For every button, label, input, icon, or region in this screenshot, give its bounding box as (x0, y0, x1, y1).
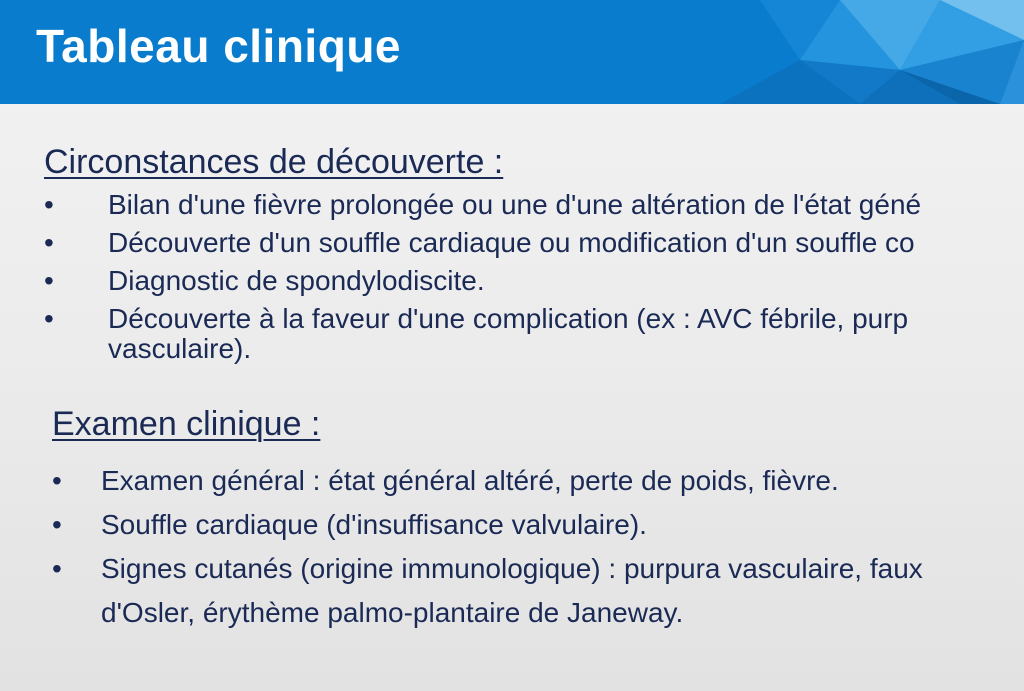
list-item (44, 262, 1024, 300)
list-item (52, 503, 1024, 547)
item-text-continuation: vasculaire). (108, 333, 252, 364)
item-text: Découverte à la faveur d'une complication (ex : AVC fébrile, purp (108, 303, 909, 334)
list-item (52, 547, 1024, 635)
bullet-icon: • (44, 303, 54, 334)
bullet-icon: • (44, 227, 54, 258)
item-text: Souffle cardiaque (d'insuffisance valvulaire). (101, 509, 647, 540)
list-item (44, 186, 1024, 224)
title-bar (0, 0, 1024, 104)
bullet-icon: • (52, 509, 62, 540)
section-heading: Examen clinique : (52, 405, 321, 443)
item-text: Découverte d'un souffle cardiaque ou modification d'un souffle co (108, 227, 915, 258)
item-text: Signes cutanés (origine immunologique) : purpura vasculaire, faux (101, 553, 923, 584)
section-heading: Circonstances de découverte : (44, 143, 504, 181)
bullet-icon: • (44, 265, 54, 296)
bullet-icon: • (52, 465, 62, 496)
list-item (44, 224, 1024, 262)
item-text-continuation: d'Osler, érythème palmo-plantaire de Janeway. (101, 597, 684, 628)
bullet-list (44, 186, 1024, 368)
bullet-icon: • (52, 553, 62, 584)
item-text: Examen général : état général altéré, perte de poids, fièvre. (101, 465, 839, 496)
list-item (52, 459, 1024, 503)
bullet-list (52, 459, 1024, 635)
bullet-icon: • (44, 189, 54, 220)
list-item (44, 300, 1024, 368)
item-text: Bilan d'une fièvre prolongée ou une d'une altération de l'état géné (108, 189, 922, 220)
slide-title: Tableau clinique (36, 20, 401, 72)
item-text: Diagnostic de spondylodiscite. (108, 265, 485, 296)
section-circonstances (44, 143, 1024, 368)
section-examen (52, 405, 1024, 635)
